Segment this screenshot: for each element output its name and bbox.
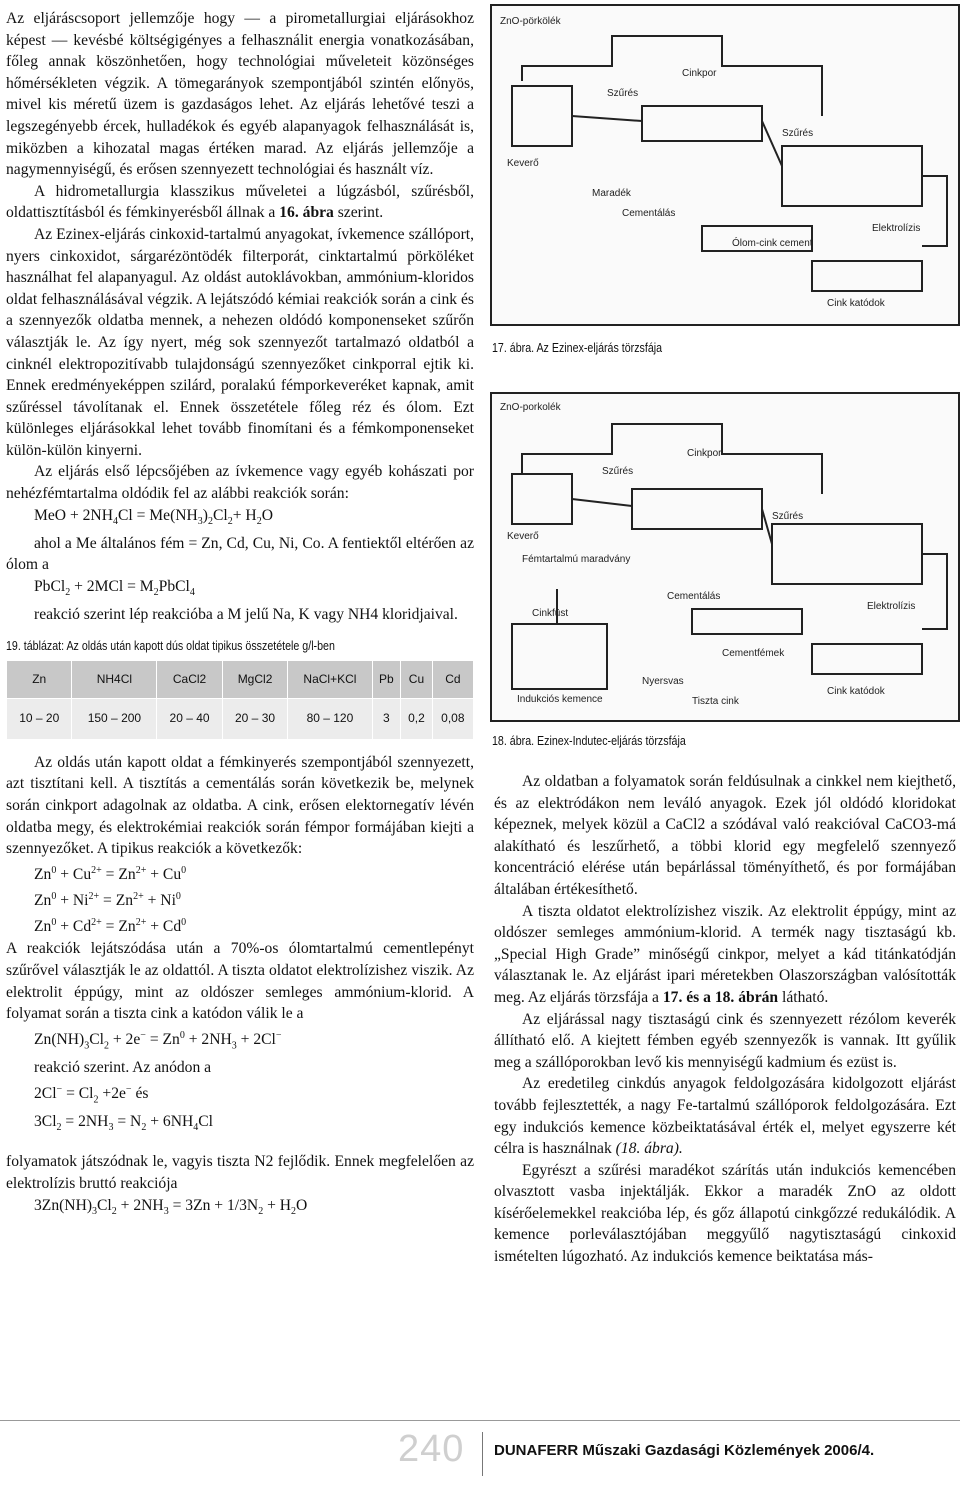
table-cell: 150 – 200 [72,699,157,740]
footer-rule [0,1420,960,1421]
fig18-label: Cink katódok [827,686,885,697]
paragraph: Az eljáráscsoport jellemzője hogy — a pirometallurgiai eljárásokhoz képest — kevésbé költségigényes a felhasználit energia vonatkozásában, főleg annak köszönhetően, hogy technológiai műveleteit közönséges hőmérsékleten végzik. A tömegarányok szempontjából szintén előnyös, mivel kis méretű üzem is gazdaságos lehet. Az eljárás lehetővé teszi a legszegényebb ércek, hulladékok és egyéb alapanyagok felhasználását is, miközben a kihozatal magas értéken marad. Az eljárás jellemzője a nagymennyiségű, és erősen szennyezett technológiai és használt víz. [6,10,474,179]
footer-divider [482,1432,483,1476]
paragraph: folyamatok játszódnak le, vagyis tiszta N2 fejlődik. Ennek megfelelően az elektrolízis bruttó reakciója [6,1153,474,1193]
table-cell: 20 – 40 [157,699,222,740]
paragraph: reakció szerint. Az anódon a [34,1059,212,1077]
equation: PbCl$_2$ + $2MCl = M_2PbCl_4$ [34,577,195,599]
table-header-cell: Cd [432,660,473,699]
equation: $Zn^0 + Cu^{2+} = Zn^{2+} + Cu^0$ [34,864,187,883]
equation: $Zn^0 + Ni^{2+} = Zn^{2+} + Ni^0$ [34,891,181,910]
fig17-label: Cink katódok [827,298,885,309]
fig17-label: Cementálás [622,208,676,219]
figure-17 [490,4,960,326]
journal-title: DUNAFERR Műszaki Gazdasági Közlemények 2006/4. [494,1442,875,1459]
table-cell: 0,08 [432,699,473,740]
table-caption: 19. táblázat: Az oldás után kapott dús oldat tipikus összetétele g/l-ben [6,637,335,653]
fig17-label: Maradék [592,188,631,199]
paragraph: Az oldás után kapott oldat a fémkinyerés szempontjából szennyezett, azt tisztítani kell. A tisztítás a cementálás során következik be, melynek során cinkport adagolnak az oldatba. A cink, erősen elektornegatív lévén oldatba megy, és elektrokémiai reakciók során fémpor formájában kiejti a szennyezőket. A tipikus reakciók a következők: [6,753,474,858]
paragraph: Az eljárás első lépcsőjében az ívkemence vagy egyéb kohászati por nehézfémtartalma oldódik fel az alábbi reakciók során: [6,463,474,503]
fig18-label: Cinkpor [687,448,722,459]
figure-17-caption: 17. ábra. Az Ezinex-eljárás törzsfája [492,340,663,355]
equation: $2Cl^- = Cl_2 +2e^-$ és [34,1084,149,1106]
equation: $3Zn(NH)_3Cl_2 + 2NH_3 = 3Zn + 1/3N_2 + H_2O$ [34,1196,308,1217]
fig17-label: Ólom-cink cement [732,238,813,249]
fig17-label: Keverő [507,158,539,169]
table-header-cell: NH4Cl [72,660,157,699]
paragraph: A tiszta oldatot elektrolízishez viszik. Az elektrolit éppúgy, mint az oldószer semleges ammónium-klorid. A termék nagy tisztaságú kb. „Special High Grade” minőségű cinkpor, melyet a kád titánkatódján választanak le. Az eljárást ipari méretekben Olaszországban valósították meg. Az eljárás törzsfája a 17. és a 18. ábrán látható. [494,902,956,1006]
paragraph: A reakciók lejátszódása után a 70%-os ólomtartalmú cementlepényt szűrővel választják le az oldattól. A tiszta oldatot elektrolízishez viszik. Az elektrolit éppúgy, mint az oldószer semleges ammónium-klorid. A folyamat során a tiszta cink a katódon válik le a [6,940,474,1023]
equation: $Zn(NH)_3Cl_2 + 2e^- = Zn^0 + 2NH_3 + 2Cl^-$ [34,1029,282,1052]
table-cell: 10 – 20 [7,699,72,740]
paragraph: ahol a Me általános fém = Zn, Cd, Cu, Ni, Co. A fentiektől eltérően az ólom a [6,534,474,574]
paragraph: Egyrészt a szűrési maradékot szárítás után indukciós kemencében olvasztott vasba injektálják. Ekkor a maradék ZnO az oldott kísérőelemekkel reakcióba lép, és gőz állapotú cinkgőzzé redukálódik. A kemence porleválasztójában meggyűlő nagytisztaságú cinkoxid ismételten lúgozható. Az indukciós kemence beiktatása más- [494,1161,956,1266]
paragraph: Az eljárással nagy tisztaságú cink és szennyezett rézólom keverék állítható elő. A kiejtett fémben egyéb szennyezők is vannak. Itt gyűlik meg a szállóporokban levő kis mennyiségű kadmium és ezüst is. [494,1010,956,1071]
table-header-cell: Cu [401,660,433,699]
paragraph: Az oldatban a folyamatok során feldúsulnak a cinkkel nem kiejthető, és az elektródákon nem leváló anyagok. Ezek jól oldódó kloridokat képeznek, melyek közül a CaCl2 a szódával való reakcióval CaCO3-má alakítható és leszűrhető, a többi klorid egy megfelelő szennyező koncentráció elérése után bepárlással töményíthető, és por formájában általában értékesíthető. [494,773,956,898]
paragraph: A hidrometallurgia klasszikus műveletei a lúgzásból, szűrésből, oldattisztításból és fémkinyerésből állnak a 16. ábra szerint. [6,182,474,222]
fig18-label: Szűrés [772,511,804,522]
table-header-cell: NaCl+KCl [288,660,372,699]
fig18-label: Cementfémek [722,648,785,659]
table-header-cell: MgCl2 [222,660,287,699]
table-cell: 0,2 [401,699,433,740]
fig18-label: Indukciós kemence [517,694,603,705]
fig18-label: Elektrolízis [867,601,916,612]
table-header-cell: CaCl2 [157,660,222,699]
fig17-label: Szűrés [782,128,814,139]
table-cell: 80 – 120 [288,699,372,740]
fig18-label: Cinkfüst [532,608,569,619]
fig18-label: Tiszta cink [692,696,739,707]
page-number: 240 [398,1428,465,1470]
equation: MeO + $2NH_4Cl = Me(NH_3)_2Cl_2+ H_2O$ [34,506,273,527]
fig18-label: Fémtartalmú maradvány [522,554,631,565]
fig17-label: Elektrolízis [872,223,921,234]
composition-table [6,660,474,740]
fig18-label: Szűrés [602,466,634,477]
figure-18-diagram [492,394,958,720]
table-cell: 3 [372,699,401,740]
fig17-label: Szűrés [607,88,639,99]
equation: $3Cl_2 = 2NH_3 = N_2 + 6NH_4Cl$ [34,1113,213,1134]
paragraph: Az eredetileg cinkdús anyagok feldolgozására kidolgozott eljárást tovább fejlesztették, a nagy Fe-tartalmú szállóporok feldolgozására. Ezt egy indukciós kemence közbeiktatásával érték el, melyet egyszerre két célra is használnak (18. ábra). [494,1075,956,1158]
table-row [7,699,474,740]
right-column [494,771,956,1268]
figure-17-diagram [492,6,958,324]
table-header-cell: Zn [7,660,72,699]
paragraph: Az Ezinex-eljárás cinkoxid-tartalmú anyagokat, ívkemence szállóport, nyers cinkoxidot, sárgarézöntödék filterporát, cinktartalmú pörköléket használhat fel alapanyagul. Az oldást autoklávokban, ammónium-kloridos oldat felhasználásával végzik. A lejátszódó kémiai reakciók során a cink és a szennyezők oldatba mennek, a nehezen oldódó komponenseket szűrőn választják le. Az így nyert, még sok szennyezőt tartalmazó oldatból a cinknél elektropozitívabb tulajdonságú szennyezőket cinkporral ejtik ki. Ennek eredményeképpen szilárd, poralakú fémporkeveréket kapnak, amit szűréssel távolítanak el. Ennek összetétele főleg réz és ólom. Ezt különleges eljárásokkal lehet tovább finomítani és a fémkomponenseket külön-külön kinyerni. [6,225,474,459]
figure-18-caption: 18. ábra. Ezinex-Indutec-eljárás törzsfája [492,733,686,748]
fig17-label: Cinkpor [682,68,717,79]
table-header-row [7,660,474,699]
paragraph: reakció szerint lép reakcióba a M jelű Na, K vagy NH4 kloridjaival. [34,606,458,624]
fig17-label: ZnO-pörkölék [500,16,561,27]
fig18-label: Keverő [507,531,539,542]
table-header-cell: Pb [372,660,401,699]
equation: $Zn^0 + Cd^{2+} = Zn^{2+} + Cd^0$ [34,917,187,936]
table-cell: 20 – 30 [222,699,287,740]
fig18-label: Nyersvas [642,676,684,687]
left-column [6,8,474,1223]
figure-18 [490,392,960,722]
fig18-label: ZnO-porkolék [500,402,561,413]
fig18-label: Cementálás [667,591,721,602]
